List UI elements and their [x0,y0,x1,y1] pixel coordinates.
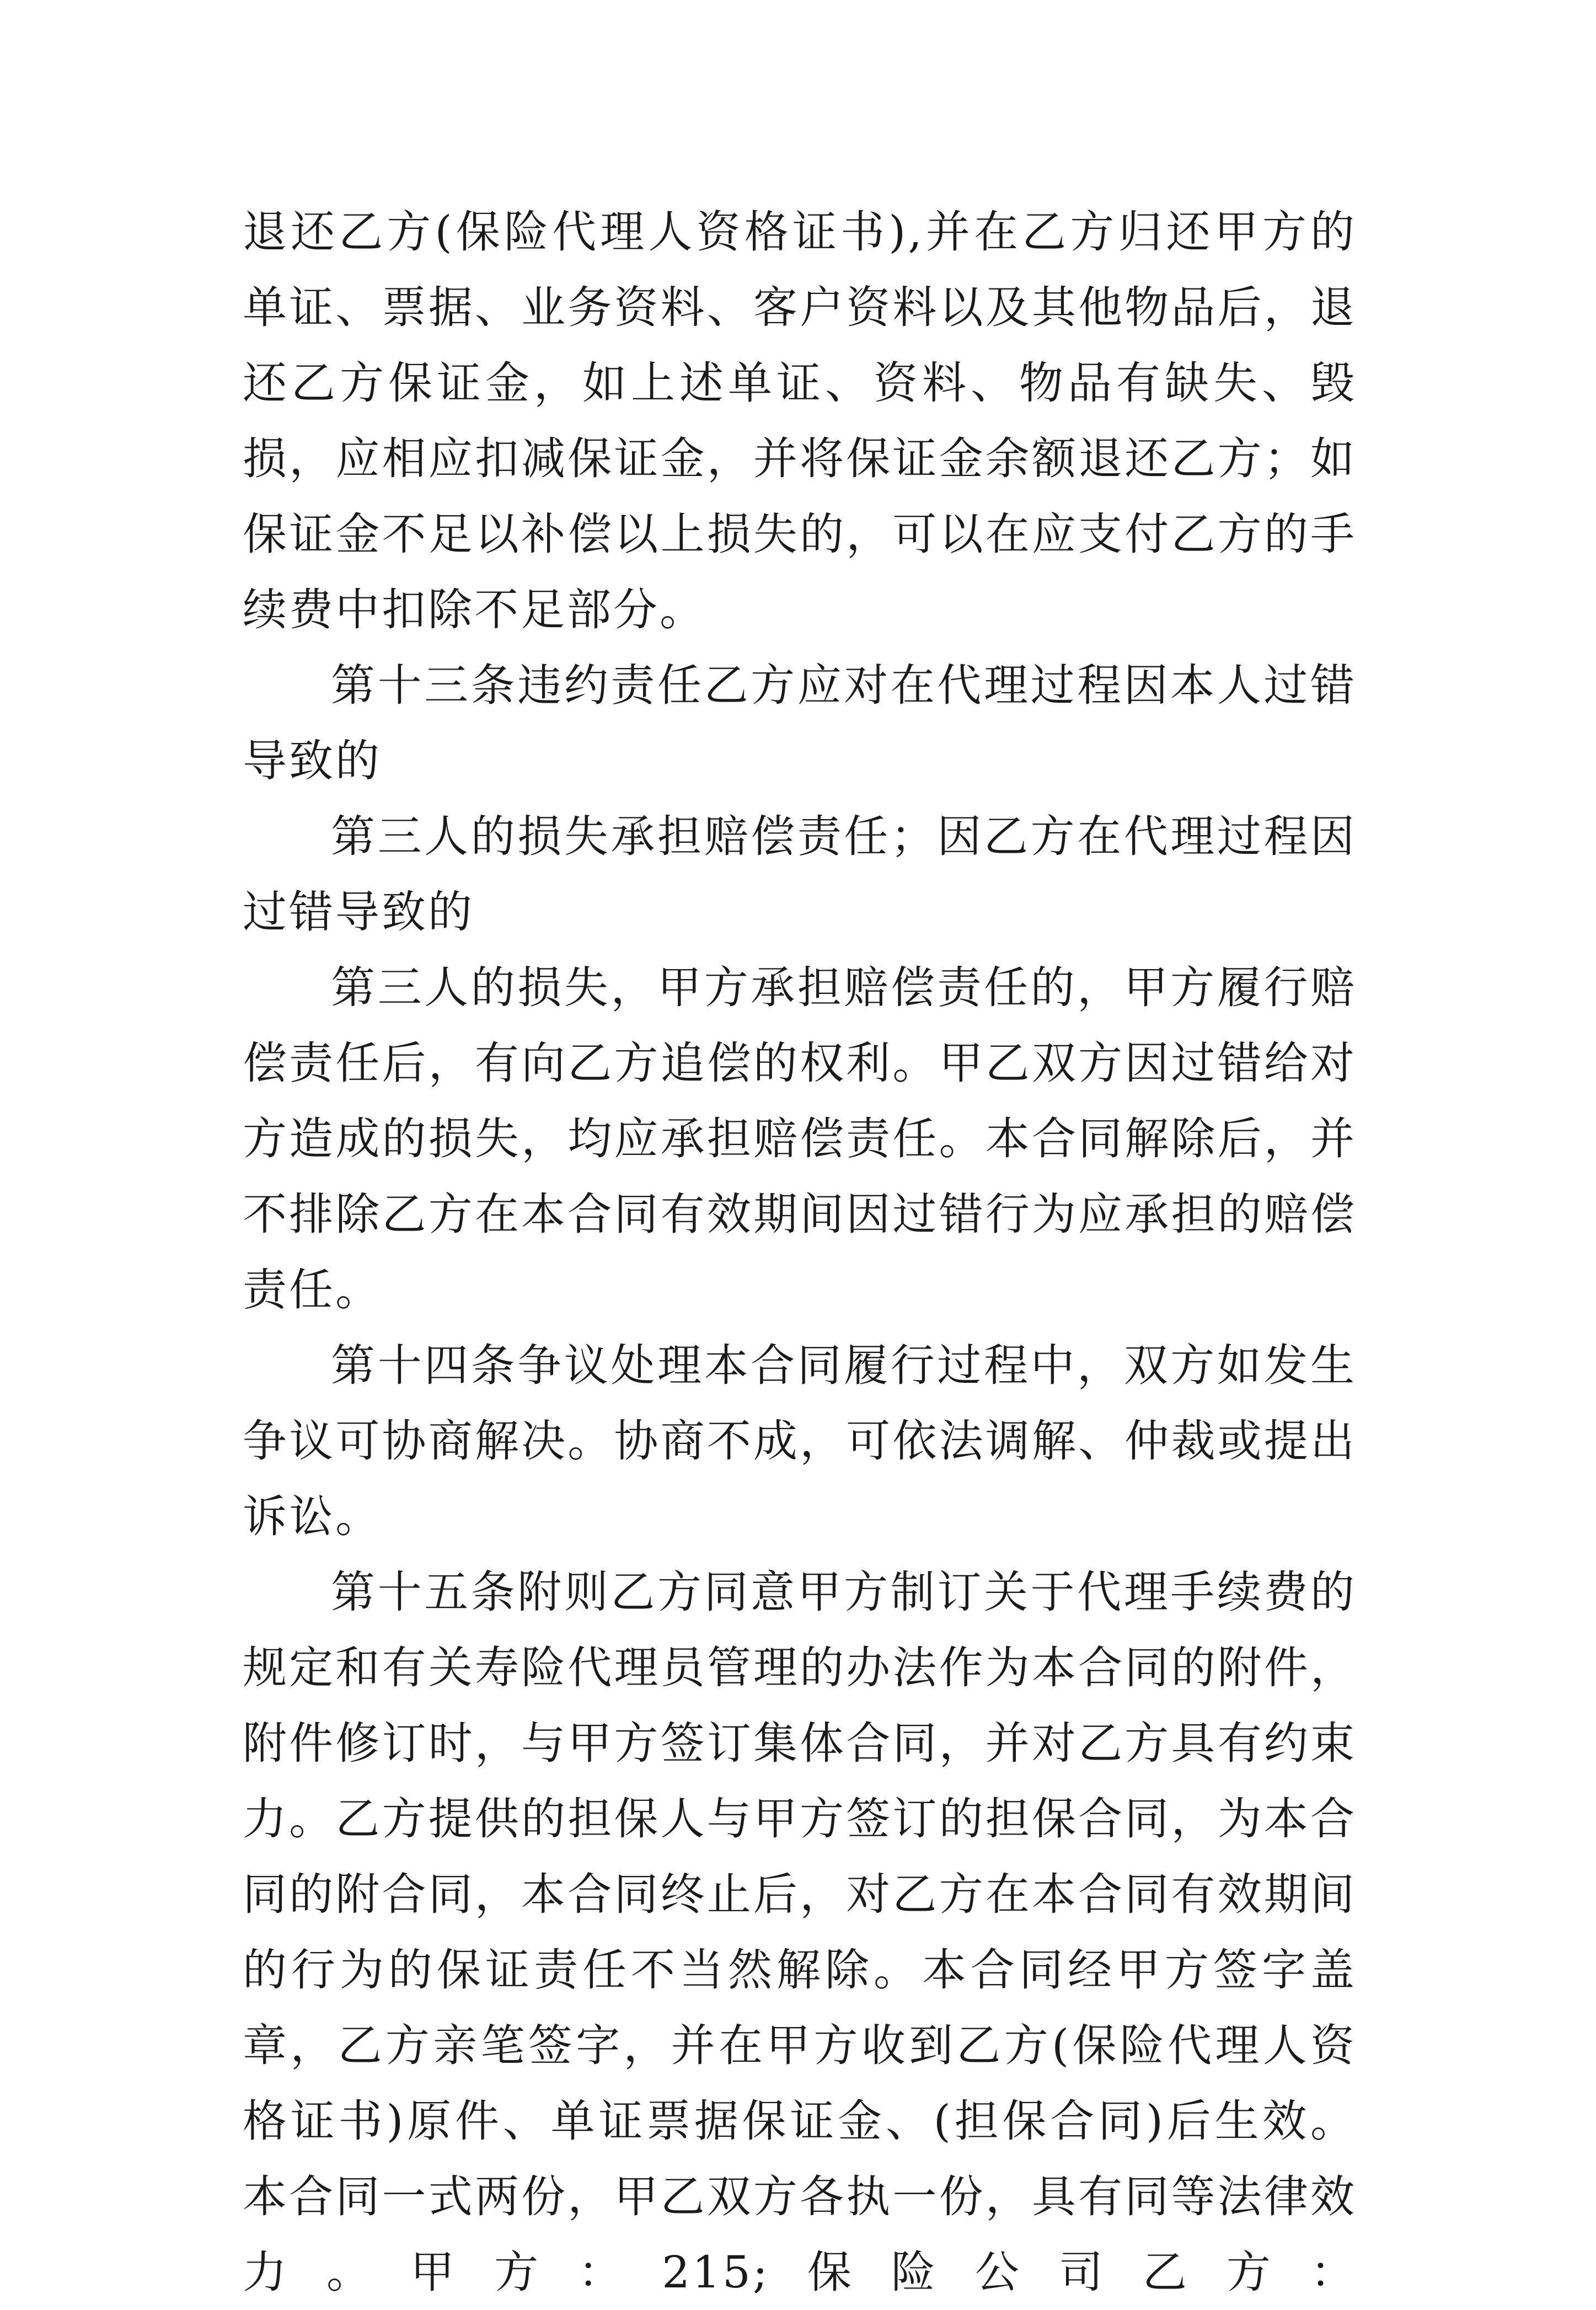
paragraph-article-13-part-2: 第三人的损失承担赔偿责任；因乙方在代理过程因过错导致的 [243,811,1357,938]
paragraph-article-14: 第十四条争议处理本合同履行过程中，双方如发生争议可协商解决。协商不成，可依法调解、仲裁或提出诉讼。 [243,1340,1357,1542]
paragraph-article-13-part-1: 第十三条违约责任乙方应对在代理过程因本人过错导致的 [243,660,1357,787]
paragraph-deposit-refund: 退还乙方(保险代理人资格证书),并在乙方归还甲方的单证、票据、业务资料、客户资料以及其他物品后，退还乙方保证金，如上述单证、资料、物品有缺失、毁损，应相应扣减保证金，并将保证金余额退还乙方；如保证金不足以补偿以上损失的，可以在应支付乙方的手续费中扣除不足部分。 [243,206,1357,635]
paragraph-article-15: 第十五条附则乙方同意甲方制订关于代理手续费的规定和有关寿险代理员管理的办法作为本合同的附件，附件修订时，与甲方签订集体合同，并对乙方具有约束力。乙方提供的担保人与甲方签订的担保合同，为本合同的附合同，本合同终止后，对乙方在本合同有效期间的行为的保证责任不当然解除。本合同经甲方签字盖章，乙方亲笔签字，并在甲方收到乙方(保险代理人资格证书)原件、单证票据保证金、(担保合同)后生效。本合同一式两份，甲乙双方各执一份，具有同等法律效力。甲方：215;保险公司乙方： [243,1566,1357,2298]
paragraph-article-13-part-3: 第三人的损失，甲方承担赔偿责任的，甲方履行赔偿责任后，有向乙方追偿的权利。甲乙双方因过错给对方造成的损失，均应承担赔偿责任。本合同解除后，并不排除乙方在本合同有效期间因过错行为应承担的赔偿责任。 [243,962,1357,1316]
contract-body [243,194,1357,2310]
